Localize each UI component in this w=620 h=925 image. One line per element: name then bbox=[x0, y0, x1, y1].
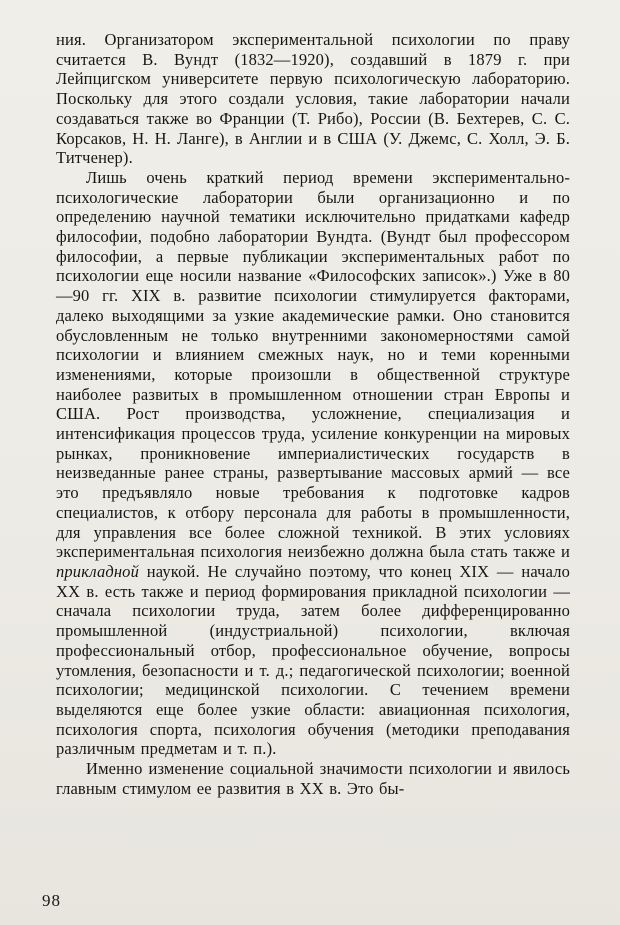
paragraph-3-text: Именно изменение социальной значимости психологии и явилось главным стимулом ее развития в XX в. Это бы- bbox=[56, 759, 570, 798]
paragraph-3 bbox=[56, 759, 570, 798]
paragraph-1-text: ния. Организатором экспериментальной психологии по праву считается В. Вундт (1832—1920), создавший в 1879 г. при Лейпцигском университете первую психологическую лабораторию. Поскольку для этого создали условия, такие лаборатории начали создаваться также во Франции (Т. Рибо), России (В. Бехтерев, С. С. Корсаков, Н. Н. Ланге), в Англии и в США (У. Джемс, С. Холл, Э. Б. Титченер). bbox=[56, 30, 570, 168]
paragraph-2-italic-word: прикладной bbox=[56, 561, 139, 581]
paragraph-2-text-post: наукой. Не случайно поэтому, что конец XIX — начало XX в. есть также и период формирования прикладной психологии — сначала психологии труда, затем более дифференцированно промышленной (индустриальной) психологии, включая профессиональный отбор, профессиональное обучение, вопросы утомления, безопасности и т. д.; педагогической психологии; военной психологии; медицинской психологии. С течением времени выделяются еще более узкие области: авиационная психология, психология спорта, психология обучения (методики преподавания различным предметам и т. п.). bbox=[56, 561, 570, 759]
paragraph-1 bbox=[56, 30, 570, 168]
page-text bbox=[56, 30, 570, 798]
page-number: 98 bbox=[42, 891, 61, 910]
paragraph-2-text-pre: Лишь очень краткий период времени экспериментально-психологические лаборатории были организационно и по определению научной тематики исключительно придатками кафедр философии, подобно лаборатории Вундта. (Вундт был профессором философии, а первые публикации экспериментальных работ по психологии еще носили название «Философских записок».) Уже в 80—90 гг. XIX в. развитие психологии стимулируется факторами, далеко выходящими за узкие академические рамки. Оно становится обусловленным не только внутренними закономерностями самой психологии и влиянием смежных наук, но и теми коренными изменениями, которые произошли в общественной структуре наиболее развитых в промышленном отношении стран Европы и США. Рост производства, усложнение, специализация и интенсификация процессов труда, усиление конкуренции на мировых рынках, проникновение империалистических государств в неизведанные ранее страны, развертывание массовых армий — все это предъявляло новые требования к подготовке кадров специалистов, к отбору персонала для работы в промышленности, для управления все более сложной техникой. В этих условиях экспериментальная психология неизбежно должна была стать также и bbox=[56, 167, 570, 562]
paragraph-2 bbox=[56, 168, 570, 759]
